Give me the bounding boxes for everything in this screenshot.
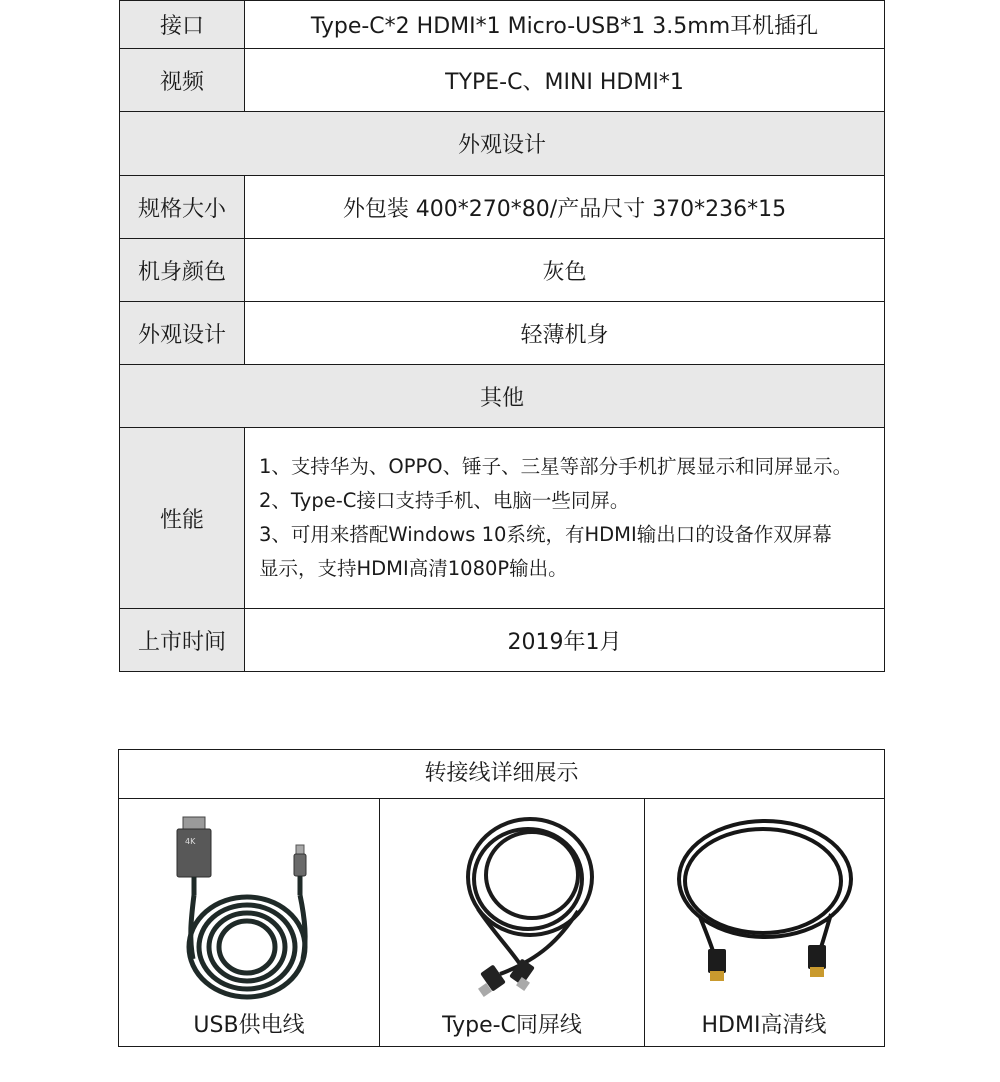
spec-row — [120, 609, 885, 672]
row-value-video: TYPE-C、MINI HDMI*1 — [245, 49, 885, 112]
performance-line: 1、支持华为、OPPO、锤子、三星等部分手机扩展显示和同屏显示。 — [259, 455, 853, 478]
cable-cell-hdmi — [644, 799, 883, 1047]
row-label-video: 视频 — [120, 49, 245, 112]
cable-caption: USB供电线 — [193, 1013, 305, 1038]
coiled-black-cable-icon — [380, 799, 645, 1009]
section-header-appearance: 外观设计 — [120, 112, 885, 176]
section-header-row — [120, 112, 885, 176]
row-label-interface: 接口 — [120, 1, 245, 49]
row-value-interface: Type-C*2 HDMI*1 Micro-USB*1 3.5mm耳机插孔 — [245, 1, 885, 49]
row-value-design: 轻薄机身 — [245, 302, 885, 365]
spec-row — [120, 176, 885, 239]
cable-showcase — [118, 749, 885, 1047]
spec-row — [120, 1, 885, 49]
row-value-performance — [245, 428, 885, 609]
cable-cell-typec — [379, 799, 644, 1047]
row-value-release: 2019年1月 — [245, 609, 885, 672]
section-header-row — [120, 365, 885, 428]
section-header-other: 其他 — [120, 365, 885, 428]
performance-line: 2、Type-C接口支持手机、电脑一些同屏。 — [259, 489, 630, 512]
performance-line: 3、可用来搭配Windows 10系统，有HDMI输出口的设备作双屏幕 — [259, 523, 832, 546]
row-value-size: 外包装 400*270*80/产品尺寸 370*236*15 — [245, 176, 885, 239]
spec-row — [120, 302, 885, 365]
spec-row — [120, 49, 885, 112]
performance-line: 显示，支持HDMI高清1080P输出。 — [259, 557, 568, 580]
spec-row — [120, 239, 885, 302]
spec-table — [119, 0, 885, 672]
cable-caption: Type-C同屏线 — [442, 1013, 582, 1038]
row-label-color: 机身颜色 — [120, 239, 245, 302]
cable-caption: HDMI高清线 — [701, 1013, 827, 1038]
hdmi-black-gold-cable-icon — [645, 799, 884, 1009]
svg-text:4K: 4K — [185, 837, 196, 846]
row-value-color: 灰色 — [245, 239, 885, 302]
cable-cell-usb — [119, 799, 379, 1047]
cable-showcase-title: 转接线详细展示 — [119, 750, 884, 799]
spec-row — [120, 428, 885, 609]
row-label-size: 规格大小 — [120, 176, 245, 239]
row-label-design: 外观设计 — [120, 302, 245, 365]
row-label-release: 上市时间 — [120, 609, 245, 672]
row-label-performance: 性能 — [120, 428, 245, 609]
usb-c-hdmi-cable-icon — [119, 799, 379, 1009]
